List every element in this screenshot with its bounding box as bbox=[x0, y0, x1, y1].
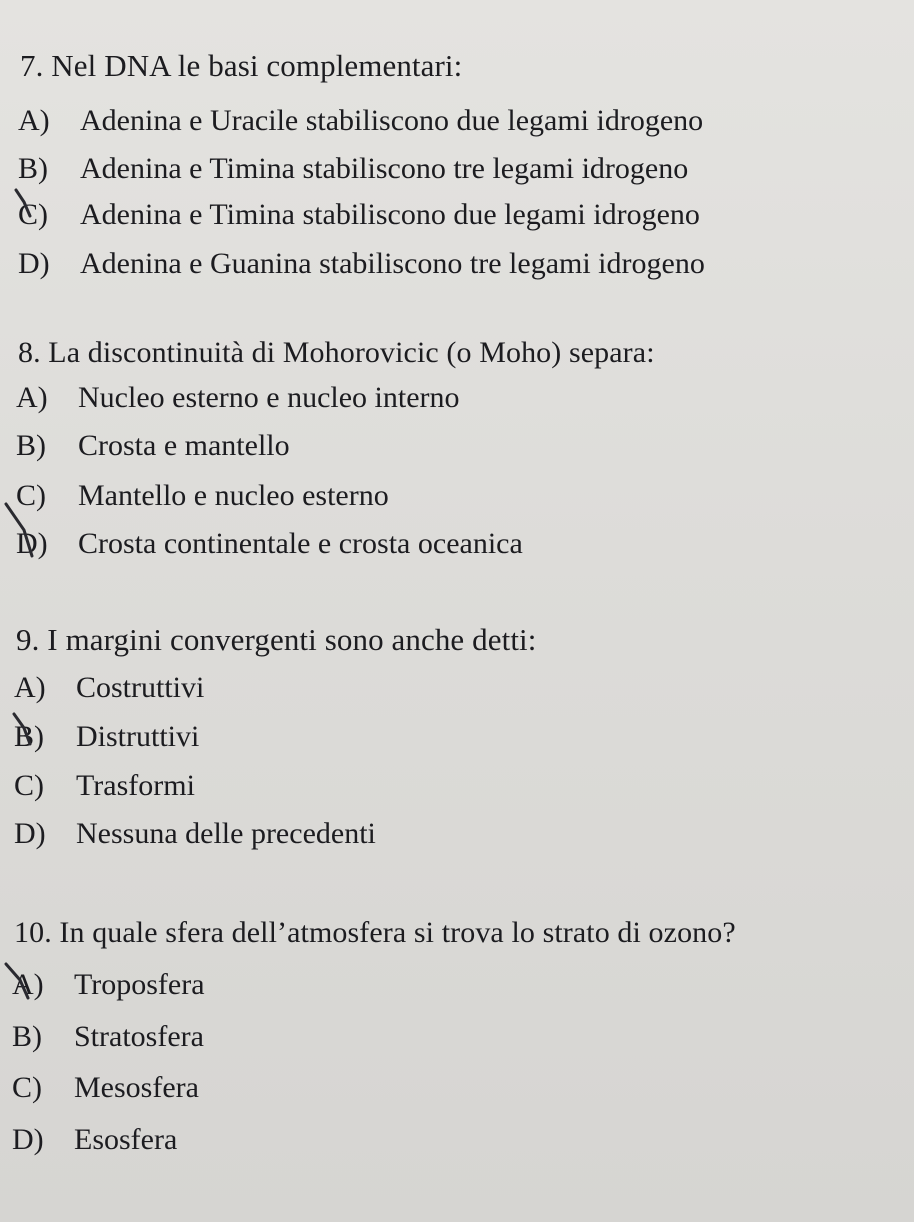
option-letter: D) bbox=[14, 817, 46, 850]
option-text: Troposfera bbox=[74, 968, 205, 1001]
question-7-option-b[interactable] bbox=[18, 151, 688, 187]
option-letter: D) bbox=[18, 247, 50, 280]
option-text: Nucleo esterno e nucleo interno bbox=[78, 381, 460, 414]
option-letter: B) bbox=[16, 429, 46, 462]
option-text: Nessuna delle precedenti bbox=[76, 817, 376, 850]
question-8-title: 8. La discontinuità di Mohorovicic (o Moho) separa: bbox=[18, 336, 655, 369]
question-8-option-d[interactable] bbox=[16, 526, 523, 562]
option-text: Stratosfera bbox=[74, 1020, 204, 1053]
question-7-option-d[interactable] bbox=[18, 246, 705, 282]
option-letter: A) bbox=[12, 968, 44, 1001]
option-text: Mantello e nucleo esterno bbox=[78, 479, 389, 512]
question-7-title: 7. Nel DNA le basi complementari: bbox=[20, 48, 463, 83]
option-letter: C) bbox=[12, 1071, 42, 1104]
option-letter: B) bbox=[12, 1020, 42, 1053]
question-10-option-d[interactable] bbox=[12, 1122, 177, 1158]
question-9-option-c[interactable] bbox=[14, 768, 195, 804]
question-10-title: 10. In quale sfera dell’atmosfera si trova lo strato di ozono? bbox=[14, 916, 736, 949]
option-text: Adenina e Timina stabiliscono due legami idrogeno bbox=[80, 198, 700, 231]
question-7-option-a[interactable] bbox=[18, 103, 703, 139]
option-text: Adenina e Uracile stabiliscono due legami idrogeno bbox=[80, 104, 704, 137]
option-text: Crosta e mantello bbox=[78, 429, 290, 462]
option-letter: A) bbox=[14, 671, 46, 704]
option-letter: D) bbox=[12, 1123, 44, 1156]
option-letter: C) bbox=[14, 769, 44, 802]
option-text: Adenina e Guanina stabiliscono tre legami idrogeno bbox=[80, 247, 705, 280]
question-10-option-a[interactable] bbox=[12, 967, 205, 1003]
question-8-option-b[interactable] bbox=[16, 428, 290, 464]
question-9-option-d[interactable] bbox=[14, 816, 376, 852]
option-text: Crosta continentale e crosta oceanica bbox=[78, 527, 523, 560]
option-letter: B) bbox=[14, 720, 44, 753]
question-10-option-c[interactable] bbox=[12, 1070, 199, 1106]
option-letter: A) bbox=[16, 381, 48, 414]
option-text: Costruttivi bbox=[76, 671, 205, 704]
question-8-option-a[interactable] bbox=[16, 380, 460, 416]
option-letter: B) bbox=[18, 152, 48, 185]
option-text: Distruttivi bbox=[76, 720, 200, 753]
option-letter: C) bbox=[18, 198, 48, 231]
option-text: Esosfera bbox=[74, 1123, 178, 1156]
option-letter: A) bbox=[18, 104, 50, 137]
question-9-option-b[interactable] bbox=[14, 719, 199, 755]
option-text: Trasformi bbox=[76, 769, 195, 802]
question-9-option-a[interactable] bbox=[14, 670, 204, 706]
option-text: Mesosfera bbox=[74, 1071, 199, 1104]
option-letter: D) bbox=[16, 527, 48, 560]
question-8-option-c[interactable] bbox=[16, 478, 389, 514]
question-7-option-c[interactable] bbox=[18, 197, 700, 233]
option-text: Adenina e Timina stabiliscono tre legami idrogeno bbox=[80, 152, 689, 185]
question-10-option-b[interactable] bbox=[12, 1019, 204, 1055]
option-letter: C) bbox=[16, 479, 46, 512]
question-9-title: 9. I margini convergenti sono anche detti: bbox=[16, 622, 537, 657]
